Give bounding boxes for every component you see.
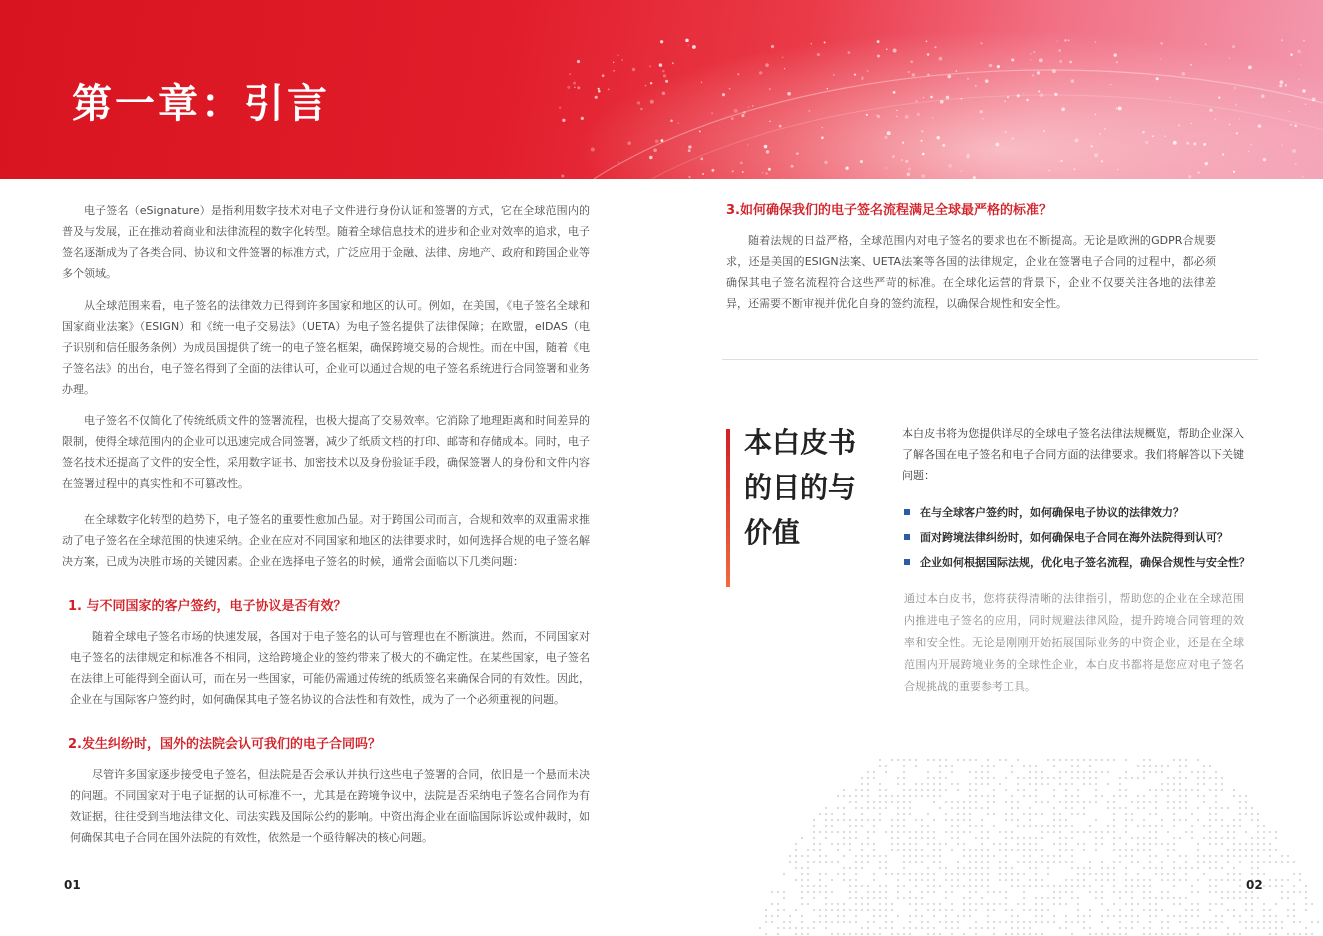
page-number-right: 02: [1246, 878, 1263, 892]
purpose-intro: 本白皮书将为您提供详尽的全球电子签名法律法规概览，帮助企业深入了解各国在电子签名和电子合同方面的法律要求。我们将解答以下关键问题：: [902, 427, 1244, 482]
page-number-left: 01: [64, 878, 81, 892]
intro-paragraph-3: 电子签名不仅简化了传统纸质文件的签署流程，也极大提高了交易效率。它消除了地理距离和时间差异的限制，使得全球范围内的企业可以迅速完成合同签署，减少了纸质文档的打印、邮寄和存储成本。同时，电子签名技术还提高了文件的安全性，采用数字证书、加密技术以及身份验证手段，确保签署人的身份和文件内容在签署过程中的真实性和不可篡改性。: [62, 414, 590, 490]
intro-paragraph-2: 从全球范围来看，电子签名的法律效力已得到许多国家和地区的认可。例如，在美国，《电子签名全球和国家商业法案》（ESIGN）和《统一电子交易法》（UETA）为电子签名提供了法律保障；在欧盟，eIDAS（电子识别和信任服务条例）为成员国提供了统一的电子签名框架，确保跨境交易的合规性。而在中国，随着《电子签名法》的出台，电子签名得到了全面的法律认可，企业可以通过合规的电子签名系统进行合同签署和业务办理。: [62, 299, 590, 396]
section-divider: [722, 359, 1258, 360]
question-2-body: 尽管许多国家逐步接受电子签名，但法院是否会承认并执行这些电子签署的合同，依旧是一个悬而未决的问题。不同国家对于电子证据的认可标准不一，尤其是在跨境争议中，法院是否采纳电子签名合同作为有效证据，往往受到当地法律文化、司法实践及国际公约的影响。中资出海企业在面临国际诉讼或仲裁时，如何确保其电子合同在国外法院的有效性，依然是一个亟待解决的核心问题。: [70, 768, 590, 844]
dotted-globe-decoration: [640, 700, 1323, 936]
bullet-square-icon: [904, 509, 910, 515]
list-item: 企业如何根据国际法规，优化电子签名流程，确保合规性与安全性？: [904, 550, 1250, 575]
question-2-heading: 2.发生纠纷时，国外的法院会认可我们的电子合同吗？: [68, 737, 381, 752]
question-1-heading: 1. 与不同国家的客户签约，电子协议是否有效？: [68, 599, 347, 614]
purpose-accent-bar: [726, 429, 730, 587]
key-questions-list: [904, 500, 1250, 575]
bullet-square-icon: [904, 559, 910, 565]
list-item: 在与全球客户签约时，如何确保电子协议的法律效力？: [904, 500, 1250, 525]
question-3-body: 随着法规的日益严格，全球范围内对电子签名的要求也在不断提高。无论是欧洲的GDPR合规要求，还是美国的ESIGN法案、UETA法案等各国的法律规定，企业在签署电子合同的过程中，都必须确保其电子签名流程符合这些严苛的标准。在全球化运营的背景下，企业不仅要关注各地的法律差异，还需要不断审视并优化自身的签约流程，以确保合规性和安全性。: [726, 234, 1216, 310]
chapter-banner: [0, 0, 1323, 179]
chapter-title: 第一章：引言: [72, 81, 330, 127]
purpose-title: 本白皮书的目的与价值: [744, 426, 857, 549]
intro-paragraph-1: 电子签名（eSignature）是指利用数字技术对电子文件进行身份认证和签署的方式，它在全球范围内的普及与发展，正在推动着商业和法律流程的数字化转型。随着全球信息技术的进步和企业对效率的追求，电子签名逐渐成为了各类合同、协议和文件签署的标准方式，广泛应用于金融、法律、房地产、政府和跨国企业等多个领域。: [62, 204, 590, 280]
intro-paragraph-4: 在全球数字化转型的趋势下，电子签名的重要性愈加凸显。对于跨国公司而言，合规和效率的双重需求推动了电子签名在全球范围的快速采纳。企业在应对不同国家和地区的法律要求时，如何选择合规的电子签名解决方案，已成为决胜市场的关键因素。企业在选择电子签名的时候，通常会面临以下几类问题：: [62, 513, 590, 568]
question-1-body: 随着全球电子签名市场的快速发展，各国对于电子签名的认可与管理也在不断演进。然而，不同国家对电子签名的法律规定和标准各不相同，这给跨境企业的签约带来了极大的不确定性。在某些国家，电子签名在法律上可能得到全面认可，而在另一些国家，可能仍需通过传统的纸质签名来确保合同的有效性。因此，企业在与国际客户签约时，如何确保其电子签名协议的合法性和有效性，成为了一个必须重视的问题。: [70, 630, 590, 706]
question-3-heading: 3.如何确保我们的电子签名流程满足全球最严格的标准？: [726, 203, 1052, 218]
bullet-square-icon: [904, 534, 910, 540]
list-item: 面对跨境法律纠纷时，如何确保电子合同在海外法院得到认可？: [904, 525, 1250, 550]
purpose-closing: 通过本白皮书，您将获得清晰的法律指引，帮助您的企业在全球范围内推进电子签名的应用，同时规避法律风险，提升跨境合同管理的效率和安全性。无论是刚刚开始拓展国际业务的中资企业，还是在全球范围内开展跨境业务的全球性企业，本白皮书都将是您应对电子签名合规挑战的重要参考工具。: [904, 592, 1244, 693]
